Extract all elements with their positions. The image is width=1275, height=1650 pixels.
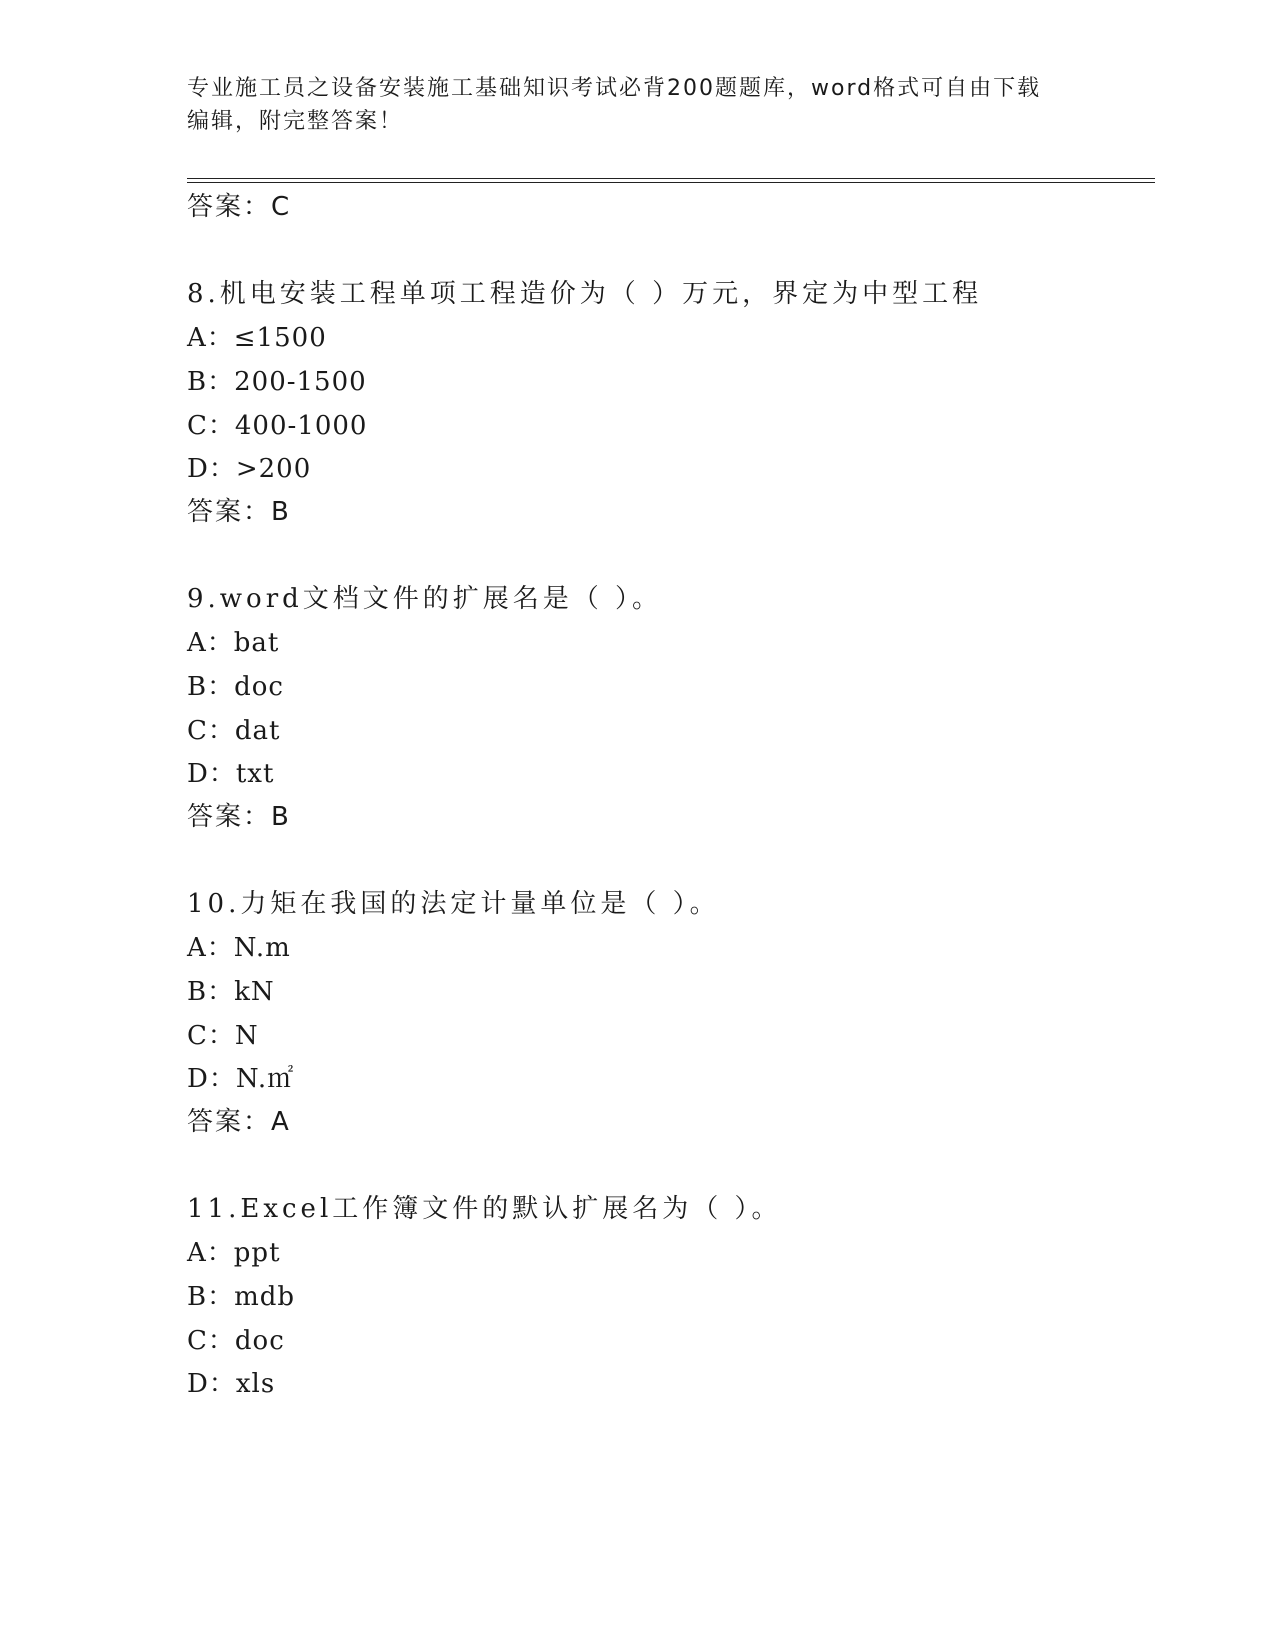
question-10-stem: 10.力矩在我国的法定计量单位是（ ）。 (187, 889, 720, 919)
question-11-option-d: D：xls (187, 1369, 276, 1399)
question-10-option-a: A：N.m (187, 933, 291, 963)
question-8-stem: 8.机电安装工程单项工程造价为（ ）万元，界定为中型工程 (187, 279, 983, 309)
question-10-option-d: D：N.㎡ (187, 1064, 295, 1094)
question-11-option-b: B：mdb (187, 1282, 296, 1312)
question-11-option-c: C：doc (187, 1326, 285, 1356)
question-8-option-d: D：>200 (187, 454, 312, 484)
header-title-line-1: 专业施工员之设备安装施工基础知识考试必背200题题库，word格式可自由下载 (187, 76, 1042, 101)
question-11-stem: 11.Excel工作簿文件的默认扩展名为（ ）。 (187, 1194, 782, 1224)
question-8-option-a: A：≤1500 (187, 323, 327, 353)
question-10-option-b: B：kN (187, 977, 275, 1007)
header-title-line-2: 编辑，附完整答案！ (187, 109, 404, 134)
question-11-option-a: A：ppt (187, 1238, 281, 1268)
question-8-answer: 答案：B (187, 497, 291, 527)
question-9-option-a: A：bat (187, 628, 280, 658)
question-9-answer: 答案：B (187, 802, 291, 832)
question-9-stem: 9.word文档文件的扩展名是（ ）。 (187, 584, 663, 614)
document-header (187, 72, 1087, 138)
question-10-answer: 答案：A (187, 1107, 291, 1137)
question-9-option-d: D：txt (187, 759, 275, 789)
question-8-option-b: B：200-1500 (187, 367, 367, 397)
question-9-option-c: C：dat (187, 716, 281, 746)
previous-answer: 答案：C (187, 192, 292, 222)
question-8-option-c: C：400-1000 (187, 411, 368, 441)
header-divider (187, 178, 1155, 183)
question-9-option-b: B：doc (187, 672, 284, 702)
question-10-option-c: C：N (187, 1021, 259, 1051)
